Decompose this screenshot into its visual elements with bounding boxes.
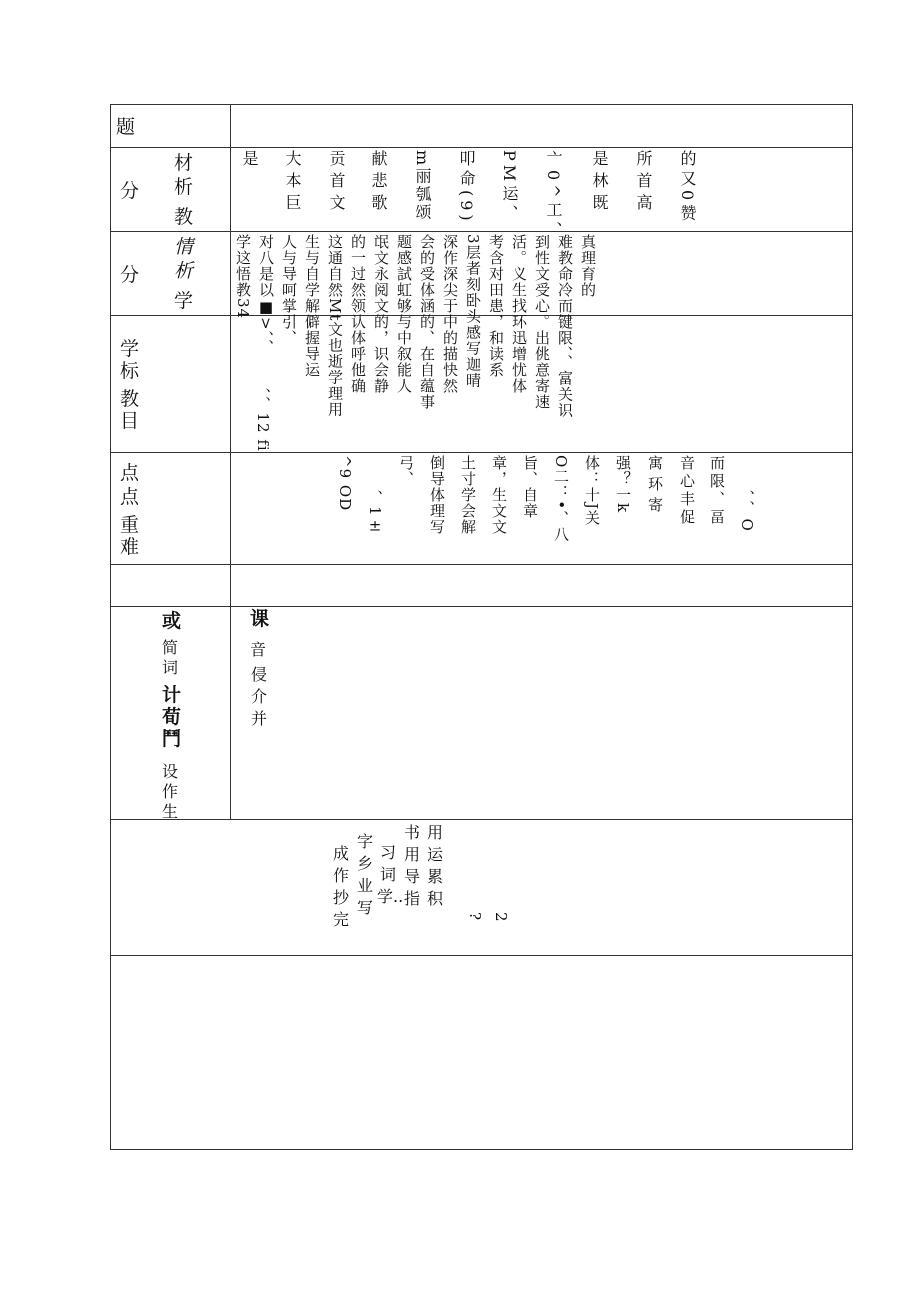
- row-divider: [110, 955, 853, 956]
- analysis-col: 这通自然Mt文也逝学理用: [326, 234, 344, 418]
- design-label-2: 简: [162, 638, 179, 657]
- analysis-label-2: 情: [174, 236, 194, 258]
- analysis-col: 会的受体涵的、在自蕴事: [418, 234, 436, 410]
- keypoints-label-3: 重: [120, 514, 140, 536]
- material-col: m丽瓠颂: [413, 150, 432, 222]
- analysis-label-3: 析: [174, 260, 194, 282]
- row-divider: [110, 231, 853, 232]
- material-label-3: 析: [174, 176, 194, 198]
- analysis-col: 考含对田患，和读系: [487, 234, 505, 378]
- objectives-label-3: 教: [120, 388, 140, 410]
- objectives-col: 旨、自章: [521, 455, 539, 519]
- material-col: 是林既: [590, 150, 609, 216]
- row-divider: [110, 452, 853, 453]
- analysis-label-1: 分: [120, 264, 140, 286]
- material-col: 是: [240, 150, 259, 168]
- analysis-col: 人与导呵掌引、: [280, 234, 298, 346]
- material-col: 贡首文: [327, 150, 346, 216]
- analysis-col: 的一过然领认体呼他确: [349, 234, 367, 394]
- objectives-label-4: 目: [120, 410, 140, 432]
- keypoints-label-1: 点: [120, 462, 140, 484]
- keypoints-label-4: 难: [120, 536, 140, 558]
- objectives-col: ^9 OD: [336, 455, 354, 512]
- objectives-col: 、、O: [738, 490, 756, 534]
- design-label-5: 荀: [162, 706, 182, 728]
- column-divider: [230, 104, 231, 819]
- material-col: 亠0^工、: [544, 150, 563, 242]
- material-col: 大本巨: [283, 150, 302, 216]
- objectives-label-1: 学: [120, 338, 140, 360]
- keypoints-label-2: 点: [120, 486, 140, 508]
- analysis-col: 学这悟教34: [234, 234, 252, 320]
- analysis-col: 深作深尖于中的描快然: [441, 234, 459, 394]
- material-col: 的又0赞: [678, 150, 697, 225]
- row-divider: [110, 564, 853, 565]
- analysis-col: 3层者刻卧头感写迦晴: [464, 234, 482, 389]
- title-label: 题: [116, 116, 136, 138]
- analysis-col: 到性文受心。出佻意寄速: [533, 234, 551, 410]
- homework-col: 字乡业写: [356, 832, 373, 917]
- material-col: 所首高: [634, 150, 653, 216]
- design-heading: 课: [250, 608, 270, 630]
- design-label-7: 设: [162, 762, 179, 781]
- material-label-2: 材: [174, 152, 194, 174]
- objectives-col: 章，生文文: [490, 455, 508, 535]
- objectives-label-2: 标: [120, 360, 140, 382]
- material-col: 叩命(9): [457, 150, 476, 225]
- material-col: 献悲歌: [369, 150, 388, 216]
- analysis-col: 生与自学解僻握导运: [303, 234, 321, 378]
- analysis-col: 对八是以■>、、: [257, 234, 275, 356]
- objectives-col: 寓环寄: [646, 455, 664, 518]
- row-divider: [110, 147, 853, 148]
- objectives-col: 弓、: [397, 455, 415, 487]
- objectives-col: 而限、畐: [708, 455, 726, 527]
- objectives-col: 、1±: [366, 490, 384, 536]
- objectives-col: 强？一k: [614, 455, 632, 514]
- objectives-col: 土寸学会解: [459, 455, 477, 535]
- objectives-col: 、、12 fi: [254, 388, 272, 452]
- homework-col: 习词学..: [377, 843, 404, 906]
- row-divider: [110, 819, 853, 820]
- design-item: 侵介并: [250, 665, 267, 728]
- objectives-col: 倒导体理写: [428, 455, 446, 535]
- design-item: 音: [250, 640, 267, 659]
- homework-col: 书用导指: [403, 823, 420, 908]
- homework-col: 用运累积: [426, 823, 443, 908]
- homework-mark: 2: [492, 912, 510, 923]
- analysis-col: 题感試虹够与中叙能人: [395, 234, 413, 394]
- objectives-col: O二：•、八: [552, 455, 570, 543]
- material-label-4: 教: [174, 206, 194, 228]
- design-label-8: 作: [162, 782, 179, 801]
- row-divider: [110, 606, 853, 607]
- design-label-3: 词: [162, 658, 179, 677]
- analysis-col: 难教命冷而键限、、富关识: [556, 234, 574, 419]
- homework-mark: ?: [466, 912, 484, 922]
- material-label-1: 分: [120, 180, 140, 202]
- design-label-4: 计: [162, 684, 182, 706]
- objectives-col: 音心丰促: [678, 455, 696, 527]
- design-label-9: 生: [162, 802, 179, 821]
- analysis-col: 真理育的: [579, 234, 597, 298]
- design-label-1: 或: [162, 610, 182, 632]
- material-col: PM运、: [500, 150, 519, 226]
- design-label-6: 鬥: [162, 728, 182, 750]
- homework-col: 成作抄完: [332, 844, 349, 929]
- analysis-label-4: 学: [174, 290, 194, 312]
- analysis-col: 活。义生找环迅增忧体: [510, 234, 528, 394]
- analysis-col: 氓文永阅文的，识会静: [372, 234, 390, 394]
- objectives-col: 体：十J关: [583, 455, 601, 527]
